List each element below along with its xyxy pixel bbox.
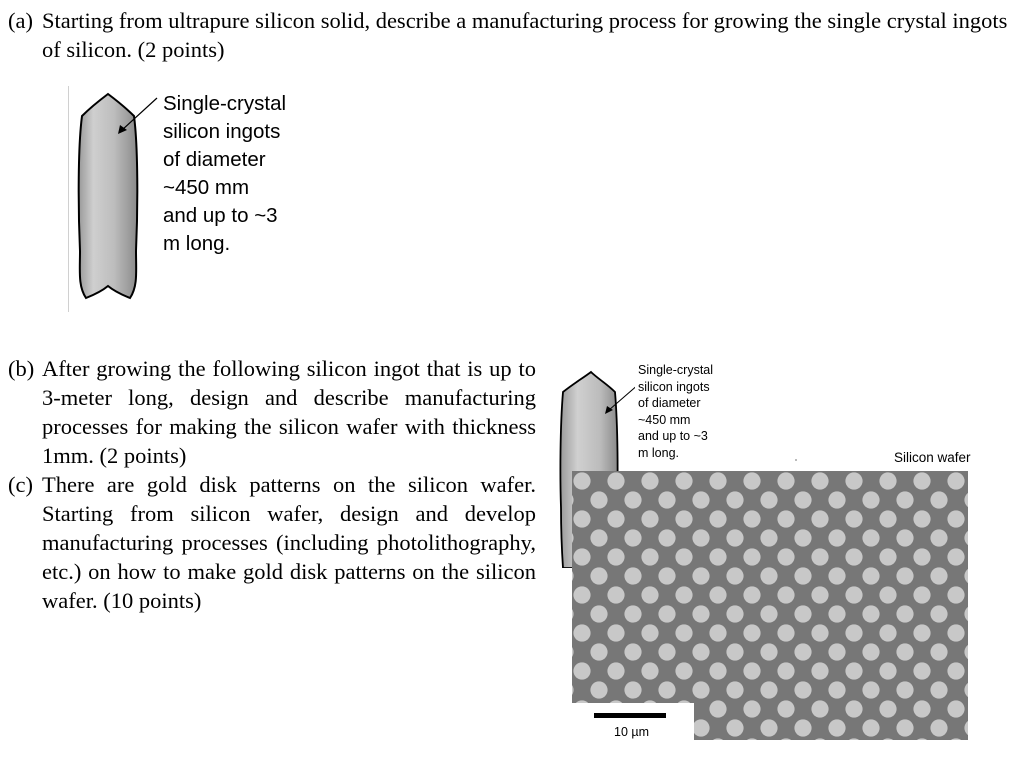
scale-bar-label: 10 µm bbox=[614, 725, 649, 739]
gold-disk bbox=[930, 605, 947, 622]
question-c-text: There are gold disk patterns on the silicon wafer. Starting from silicon wafer, design and develop manufacturing processes (including photolithography, etc.) on how to make gold disk patterns on the silicon wafer. (10 points) bbox=[42, 472, 536, 613]
question-a-label: (a) bbox=[8, 8, 33, 33]
gold-disk bbox=[573, 548, 590, 565]
gold-disk bbox=[658, 643, 675, 660]
silicon-wafer-label: Silicon wafer bbox=[894, 450, 971, 465]
gold-disk bbox=[828, 719, 845, 736]
gold-disk bbox=[743, 472, 760, 489]
gold-disk bbox=[947, 624, 964, 641]
gold-disk bbox=[726, 605, 743, 622]
gold-disk bbox=[845, 548, 862, 565]
gold-disk bbox=[845, 586, 862, 603]
gold-disk bbox=[590, 605, 607, 622]
gold-disk bbox=[607, 624, 624, 641]
gold-disk bbox=[811, 472, 828, 489]
gold-disk bbox=[828, 567, 845, 584]
gold-disk bbox=[658, 681, 675, 698]
gold-disk-sem-image bbox=[572, 471, 968, 740]
gold-disk bbox=[828, 529, 845, 546]
gold-disk bbox=[692, 567, 709, 584]
gold-disk bbox=[913, 738, 930, 740]
gold-disk bbox=[964, 643, 968, 660]
gold-disk bbox=[845, 624, 862, 641]
gold-disk bbox=[777, 738, 794, 740]
question-a bbox=[8, 6, 1008, 64]
gold-disk bbox=[572, 567, 574, 584]
ingot-caption-a: Single-crystal silicon ingots of diameter ~450 mm and up to ~3 m long. bbox=[163, 92, 287, 255]
gold-disk bbox=[692, 681, 709, 698]
gold-disk bbox=[913, 662, 930, 679]
gold-disk bbox=[692, 605, 709, 622]
gold-disk bbox=[692, 719, 709, 736]
gold-disk bbox=[572, 643, 574, 660]
gold-disk bbox=[709, 472, 726, 489]
speck bbox=[795, 459, 797, 461]
gold-disk bbox=[828, 491, 845, 508]
gold-disk bbox=[964, 605, 968, 622]
gold-disk bbox=[573, 624, 590, 641]
gold-disk bbox=[777, 586, 794, 603]
gold-disk bbox=[964, 567, 968, 584]
gold-disk bbox=[862, 681, 879, 698]
gold-disk bbox=[777, 548, 794, 565]
gold-disk bbox=[641, 472, 658, 489]
gold-disk bbox=[658, 567, 675, 584]
gold-disk bbox=[743, 548, 760, 565]
gold-disk bbox=[845, 662, 862, 679]
gold-disk bbox=[862, 719, 879, 736]
question-a-text: Starting from ultrapure silicon solid, describe a manufacturing process for growing the single crystal ingots of silicon. (2 points) bbox=[42, 8, 1008, 62]
gold-disk bbox=[930, 567, 947, 584]
gold-disk bbox=[845, 510, 862, 527]
gold-disk bbox=[794, 491, 811, 508]
gold-disk bbox=[726, 529, 743, 546]
gold-disk bbox=[573, 662, 590, 679]
gold-disk bbox=[760, 491, 777, 508]
gold-disk bbox=[794, 567, 811, 584]
gold-disk bbox=[726, 681, 743, 698]
gold-disk bbox=[811, 662, 828, 679]
gold-disk bbox=[743, 586, 760, 603]
gold-disk bbox=[879, 548, 896, 565]
question-b bbox=[8, 354, 536, 470]
gold-disk bbox=[590, 491, 607, 508]
question-c-label: (c) bbox=[8, 472, 33, 497]
gold-disk bbox=[811, 548, 828, 565]
question-b-text: After growing the following silicon ingot that is up to 3-meter long, design and describe manufacturing processes for making the silicon wafer with thickness 1mm. (2 points) bbox=[42, 356, 536, 468]
gold-disk bbox=[845, 472, 862, 489]
scale-bar bbox=[594, 713, 666, 718]
gold-disk bbox=[964, 529, 968, 546]
gold-disk bbox=[777, 662, 794, 679]
gold-disk bbox=[896, 719, 913, 736]
gold-disk bbox=[879, 510, 896, 527]
gold-disk bbox=[675, 662, 692, 679]
gold-disk bbox=[709, 624, 726, 641]
gold-disk bbox=[607, 472, 624, 489]
gold-disk bbox=[930, 719, 947, 736]
gold-disk bbox=[777, 624, 794, 641]
gold-disk bbox=[641, 662, 658, 679]
gold-disk bbox=[624, 491, 641, 508]
gold-disk bbox=[828, 643, 845, 660]
disk-pattern bbox=[572, 471, 968, 740]
gold-disk bbox=[947, 586, 964, 603]
gold-disk bbox=[572, 605, 574, 622]
gold-disk bbox=[794, 605, 811, 622]
gold-disk bbox=[930, 491, 947, 508]
gold-disk bbox=[879, 586, 896, 603]
gold-disk bbox=[675, 510, 692, 527]
gold-disk bbox=[709, 548, 726, 565]
gold-disk bbox=[964, 681, 968, 698]
gold-disk bbox=[811, 738, 828, 740]
gold-disk bbox=[726, 567, 743, 584]
gold-disk bbox=[794, 719, 811, 736]
gold-disk bbox=[896, 643, 913, 660]
gold-disk bbox=[709, 510, 726, 527]
gold-disk bbox=[641, 624, 658, 641]
gold-disk bbox=[743, 738, 760, 740]
gold-disk bbox=[760, 529, 777, 546]
ingot-figure-a bbox=[64, 86, 324, 312]
gold-disk bbox=[692, 529, 709, 546]
gold-disk bbox=[862, 491, 879, 508]
gold-disk bbox=[828, 681, 845, 698]
gold-disk bbox=[760, 605, 777, 622]
gold-disk bbox=[862, 605, 879, 622]
gold-disk bbox=[607, 586, 624, 603]
gold-disk bbox=[760, 567, 777, 584]
gold-disk bbox=[573, 472, 590, 489]
gold-disk bbox=[641, 548, 658, 565]
gold-disk bbox=[896, 681, 913, 698]
gold-disk bbox=[709, 700, 726, 717]
scale-bar-box bbox=[572, 703, 694, 745]
gold-disk bbox=[896, 605, 913, 622]
gold-disk bbox=[896, 567, 913, 584]
gold-disk bbox=[658, 491, 675, 508]
gold-disk bbox=[641, 586, 658, 603]
gold-disk bbox=[879, 472, 896, 489]
gold-disk bbox=[590, 643, 607, 660]
gold-disk bbox=[896, 529, 913, 546]
gold-disk bbox=[624, 643, 641, 660]
gold-disk bbox=[675, 586, 692, 603]
gold-disk bbox=[862, 529, 879, 546]
gold-disk bbox=[692, 491, 709, 508]
gold-disk bbox=[879, 700, 896, 717]
gold-disk bbox=[573, 510, 590, 527]
gold-disk bbox=[624, 567, 641, 584]
gold-disk bbox=[879, 662, 896, 679]
gold-disk bbox=[777, 510, 794, 527]
gold-disk bbox=[947, 700, 964, 717]
gold-disk bbox=[709, 738, 726, 740]
gold-disk bbox=[777, 472, 794, 489]
gold-disk bbox=[913, 700, 930, 717]
gold-disk bbox=[913, 472, 930, 489]
gold-disk bbox=[572, 529, 574, 546]
gold-disk bbox=[624, 681, 641, 698]
question-c bbox=[8, 470, 536, 615]
gold-disk bbox=[726, 643, 743, 660]
gold-disk bbox=[624, 529, 641, 546]
gold-disk bbox=[607, 548, 624, 565]
gold-disk bbox=[913, 624, 930, 641]
gold-disk bbox=[760, 643, 777, 660]
gold-disk bbox=[709, 662, 726, 679]
gold-disk bbox=[879, 624, 896, 641]
gold-disk bbox=[811, 510, 828, 527]
gold-disk bbox=[811, 586, 828, 603]
gold-disk bbox=[845, 700, 862, 717]
gold-disk bbox=[845, 738, 862, 740]
gold-disk bbox=[964, 491, 968, 508]
gold-disk bbox=[947, 548, 964, 565]
gold-disk bbox=[913, 586, 930, 603]
gold-disk bbox=[794, 529, 811, 546]
gold-disk bbox=[726, 491, 743, 508]
gold-disk bbox=[675, 624, 692, 641]
gold-disk bbox=[862, 643, 879, 660]
gold-disk bbox=[675, 472, 692, 489]
gold-disk bbox=[811, 700, 828, 717]
gold-disk bbox=[572, 681, 574, 698]
gold-disk bbox=[607, 662, 624, 679]
gold-disk bbox=[675, 548, 692, 565]
gold-disk bbox=[811, 624, 828, 641]
gold-disk bbox=[572, 491, 574, 508]
gold-disk bbox=[692, 643, 709, 660]
gold-disk bbox=[760, 719, 777, 736]
gold-disk bbox=[828, 605, 845, 622]
gold-disk bbox=[930, 681, 947, 698]
gold-disk bbox=[590, 567, 607, 584]
gold-disk bbox=[913, 548, 930, 565]
gold-disk bbox=[930, 529, 947, 546]
ingot-illustration bbox=[64, 86, 164, 312]
gold-disk bbox=[658, 605, 675, 622]
question-b-label: (b) bbox=[8, 356, 35, 381]
gold-disk bbox=[726, 719, 743, 736]
gold-disk bbox=[930, 643, 947, 660]
gold-disk bbox=[879, 738, 896, 740]
gold-disk bbox=[964, 719, 968, 736]
gold-disk bbox=[913, 510, 930, 527]
gold-disk bbox=[641, 510, 658, 527]
gold-disk bbox=[743, 624, 760, 641]
gold-disk bbox=[624, 605, 641, 622]
gold-disk bbox=[947, 738, 964, 740]
gold-disk bbox=[777, 700, 794, 717]
gold-disk bbox=[709, 586, 726, 603]
gold-disk bbox=[947, 662, 964, 679]
gold-disk bbox=[862, 567, 879, 584]
gold-disk bbox=[794, 643, 811, 660]
gold-disk bbox=[760, 681, 777, 698]
gold-disk bbox=[607, 510, 624, 527]
gold-disk bbox=[573, 586, 590, 603]
gold-disk bbox=[896, 491, 913, 508]
ingot-caption-b: Single-crystal silicon ingots of diameter ~450 mm and up to ~3 m long. bbox=[638, 363, 714, 460]
gold-disk bbox=[947, 472, 964, 489]
gold-disk bbox=[947, 510, 964, 527]
gold-disk bbox=[658, 529, 675, 546]
gold-disk bbox=[590, 681, 607, 698]
gold-disk bbox=[743, 700, 760, 717]
gold-disk bbox=[743, 510, 760, 527]
gold-disk bbox=[743, 662, 760, 679]
gold-disk bbox=[590, 529, 607, 546]
gold-disk bbox=[794, 681, 811, 698]
